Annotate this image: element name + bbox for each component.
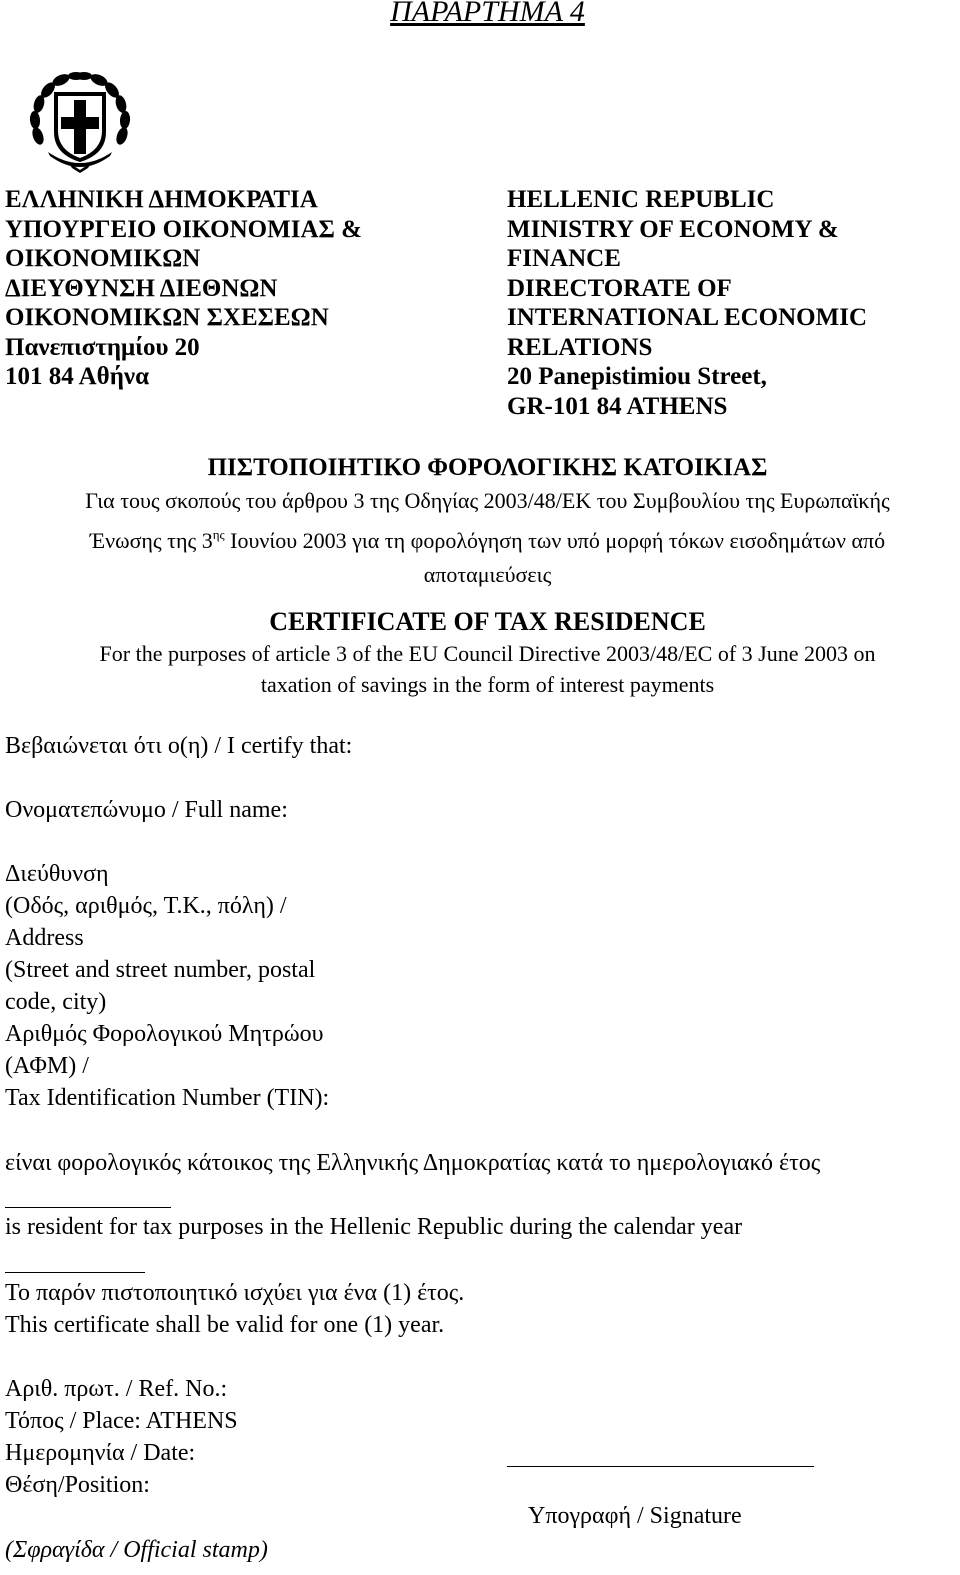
header-greek-line: Πανεπιστημίου 20 bbox=[5, 333, 200, 361]
tin-label-line: (ΑΦΜ) / bbox=[5, 1053, 89, 1079]
signature-line bbox=[507, 1466, 814, 1467]
address-label-line: code, city) bbox=[5, 989, 107, 1015]
year-blank-line-greek bbox=[5, 1207, 171, 1208]
header-greek-line: 101 84 Αθήνα bbox=[5, 363, 150, 390]
full-name-label: Ονοματεπώνυμο / Full name: bbox=[5, 797, 288, 823]
address-label-line: (Οδός, αριθμός, Τ.Κ., πόλη) / bbox=[5, 893, 287, 919]
header-greek-line: ΟΙΚΟΝΟΜΙΚΩΝ bbox=[5, 245, 201, 272]
date-label: Ημερομηνία / Date: bbox=[5, 1440, 196, 1466]
purpose-greek-line: αποταμιεύσεις bbox=[423, 562, 552, 587]
ref-number-label: Αριθ. πρωτ. / Ref. No.: bbox=[5, 1376, 228, 1402]
address-label-line: Διεύθυνση bbox=[5, 861, 109, 887]
certify-statement: Βεβαιώνεται ότι ο(η) / I certify that: bbox=[5, 733, 353, 759]
header-english-line: INTERNATIONAL ECONOMIC bbox=[507, 304, 867, 331]
header-english-line: 20 Panepistimiou Street, bbox=[507, 363, 767, 390]
purpose-greek-line bbox=[0, 518, 960, 558]
greek-coat-of-arms-icon bbox=[28, 70, 132, 174]
validity-english: This certificate shall be valid for one (1) year. bbox=[5, 1312, 445, 1338]
year-blank-line-english bbox=[5, 1272, 145, 1273]
certificate-title-greek: ΠΙΣΤΟΠΟΙΗΤΙΚΟ ΦΟΡΟΛΟΓΙΚΗΣ ΚΑΤΟΙΚΙΑΣ bbox=[207, 454, 768, 481]
header-greek bbox=[5, 185, 362, 392]
purpose-greek-text: Ιουνίου 2003 για τη φορολόγηση των υπό μορφή τόκων εισοδημάτων από bbox=[224, 528, 886, 553]
signature-label: Υπογραφή / Signature bbox=[528, 1503, 742, 1529]
header-english bbox=[507, 185, 867, 421]
address-label-line: Address bbox=[5, 925, 84, 951]
header-english-line: HELLENIC REPUBLIC bbox=[507, 186, 775, 213]
header-english-line: MINISTRY OF ECONOMY & bbox=[507, 215, 839, 243]
header-english-line: FINANCE bbox=[507, 245, 621, 272]
header-greek-line: ΥΠΟΥΡΓΕΙΟ ΟΙΚΟΝΟΜΙΑΣ & bbox=[5, 215, 362, 243]
header-english-line: GR-101 84 ATHENS bbox=[507, 392, 728, 420]
header-greek-line: ΔΙΕΥΘΥΝΣΗ ΔΙΕΘΝΩΝ bbox=[5, 274, 278, 302]
purpose-english bbox=[0, 638, 960, 700]
annex-title: ΠΑΡΑΡΤΗΜΑ 4 bbox=[390, 0, 585, 28]
address-label-line: (Street and street number, postal bbox=[5, 957, 316, 983]
validity-greek: Το παρόν πιστοποιητικό ισχύει για ένα (1) έτος. bbox=[5, 1280, 465, 1306]
position-label: Θέση/Position: bbox=[5, 1472, 150, 1498]
tin-label bbox=[5, 1018, 329, 1114]
purpose-english-line: taxation of savings in the form of interest payments bbox=[260, 672, 715, 697]
official-stamp-label: (Σφραγίδα / Official stamp) bbox=[5, 1537, 268, 1563]
tin-label-line: Αριθμός Φορολογικού Μητρώου bbox=[5, 1021, 324, 1047]
header-english-line: DIRECTORATE OF bbox=[507, 274, 732, 302]
ordinal-superscript: ης bbox=[212, 527, 225, 542]
header-greek-line: ΕΛΛΗΝΙΚΗ ΔΗΜΟΚΡΑΤΙΑ bbox=[5, 186, 318, 213]
tin-label-line: Tax Identification Number (TIN): bbox=[5, 1085, 330, 1111]
purpose-english-line: For the purposes of article 3 of the EU Council Directive 2003/48/EC of 3 June 2003 on bbox=[99, 641, 876, 666]
place-label: Τόπος / Place: ATHENS bbox=[5, 1408, 238, 1434]
certificate-title-english: CERTIFICATE OF TAX RESIDENCE bbox=[269, 607, 706, 636]
residence-statement-greek: είναι φορολογικός κάτοικος της Ελληνικής Δημοκρατίας κατά το ημερολογιακό έτος bbox=[5, 1150, 821, 1176]
header-greek-line: ΟΙΚΟΝΟΜΙΚΩΝ ΣΧΕΣΕΩΝ bbox=[5, 304, 329, 331]
purpose-greek bbox=[0, 484, 960, 592]
header-english-line: RELATIONS bbox=[507, 333, 653, 361]
coat-of-arms-graphic bbox=[28, 70, 132, 174]
purpose-greek-text: Ένωσης της 3 bbox=[89, 528, 213, 553]
residence-statement-english: is resident for tax purposes in the Hellenic Republic during the calendar year bbox=[5, 1214, 743, 1240]
purpose-greek-line: Για τους σκοπούς του άρθρου 3 της Οδηγίας 2003/48/ΕΚ του Συμβουλίου της Ευρωπαϊκής bbox=[85, 488, 890, 513]
address-label bbox=[5, 858, 315, 1018]
